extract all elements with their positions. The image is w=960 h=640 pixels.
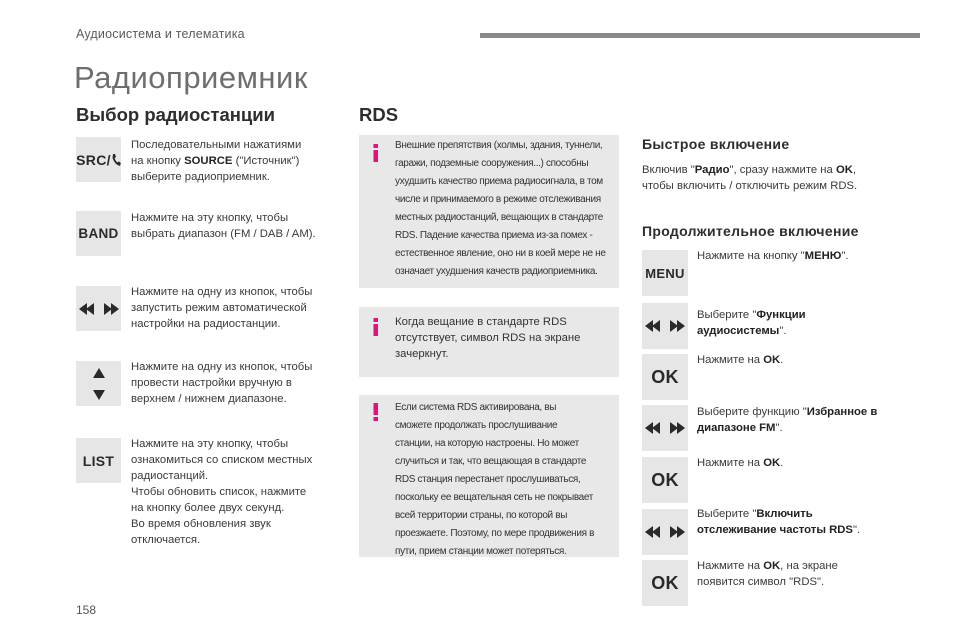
ok-label: OK [651, 366, 679, 387]
step-ok-rds-text: Нажмите на OK, на экране появится символ "RDS". [697, 560, 838, 588]
page-title: Радиоприемник [74, 60, 308, 95]
phone-icon [111, 153, 121, 167]
tune-description: Нажмите на одну из кнопок, чтобы провести настройки вручную в верхнем / нижнем диапазоне. [131, 361, 313, 405]
note-rds-warning: Если система RDS активирована, вы сможете продолжать прослушивание станции, на которую настроены. Но может случиться и так, что вещающая в стандарте RDS станция перестанет прослушиваться, поскольку ее вещательная сеть не покрывает всей территории страны, по которой вы проезжаете. Поэтому, по мере продвижения в пути, прием станции может потеряться. [359, 395, 619, 557]
tune-button[interactable] [76, 361, 121, 406]
note-rds-absent: Когда вещание в стандарте RDS отсутствует, символ RDS на экране зачеркнут. [359, 307, 619, 377]
ok-label: OK [651, 469, 679, 490]
heading-quick-enable: Быстрое включение [642, 136, 790, 152]
seek-description: Нажмите на одну из кнопок, чтобы запустить режим автоматической настройки на радиостанции. [131, 286, 313, 330]
seek-arrows-icon [645, 319, 685, 333]
src-label: SRC/ [76, 151, 111, 168]
step-audio-functions-text: Выберите "Функции аудиосистемы". [697, 309, 806, 337]
heading-rds: RDS [359, 104, 399, 125]
list-description: Нажмите на эту кнопку, чтобы ознакомиться со списком местных радиостанций. Чтобы обновить список, нажмите на кнопку более двух секунд. Во время обновления звук отключается. [131, 438, 313, 546]
menu-label: MENU [645, 265, 685, 281]
ok-button[interactable] [642, 560, 688, 606]
ok-button[interactable] [642, 457, 688, 503]
step-rds-tracking-text: Выберите "Включить отслеживание частоты RDS". [697, 508, 861, 536]
note-interference: Внешние препятствия (холмы, здания, туннели, гаражи, подземные сооружения...) способны ухудшить качество приема радиосигнала, в том числе и принимаемого в режиме отслеживания местных радиостанций, вещающих в стандарте RDS. Падение качества приема из-за помех - естественное явление, оно ни в коей мере не не означает ухудшения качеств радиоприемника. [359, 135, 619, 288]
step-fm-favorites-text: Выберите функцию "Избранное в диапазоне FM". [697, 406, 878, 434]
ok-button[interactable] [642, 354, 688, 400]
menu-button[interactable] [642, 250, 688, 296]
seek-arrows-icon [645, 421, 685, 435]
band-label: BAND [78, 226, 119, 241]
seek-arrows-icon [79, 302, 119, 316]
arrows-button[interactable] [642, 405, 688, 451]
src-description: Последовательными нажатиями на кнопку SOURCE ("Источник") выберите радиоприемник. [131, 139, 302, 183]
header-bar [480, 33, 920, 38]
section-label: Аудиосистема и телематика [76, 27, 245, 41]
seek-button[interactable] [76, 286, 121, 331]
info-icon [370, 317, 382, 337]
quick-enable-text: Включив "Радио", сразу нажмите на OK, чтобы включить / отключить режим RDS. [642, 164, 858, 192]
band-description: Нажмите на эту кнопку, чтобы выбрать диапазон (FM / DAB / AM). [131, 212, 316, 240]
info-icon [370, 143, 382, 163]
heading-station-select: Выбор радиостанции [76, 104, 276, 125]
step-menu-text: Нажмите на кнопку "МЕНЮ". [697, 250, 849, 262]
page-number: 158 [76, 603, 97, 617]
list-label: LIST [82, 452, 115, 469]
warning-icon [370, 402, 382, 422]
step-ok-text: Нажмите на OK. [697, 457, 784, 469]
up-down-arrows-icon [92, 367, 106, 401]
seek-arrows-icon [645, 525, 685, 539]
list-button[interactable] [76, 438, 121, 483]
step-ok-text: Нажмите на OK. [697, 354, 784, 366]
src-button[interactable] [76, 137, 121, 182]
band-button[interactable] [76, 211, 121, 256]
arrows-button[interactable] [642, 509, 688, 555]
ok-label: OK [651, 572, 679, 593]
heading-continuous-enable: Продолжительное включение [642, 223, 859, 239]
arrows-button[interactable] [642, 303, 688, 349]
